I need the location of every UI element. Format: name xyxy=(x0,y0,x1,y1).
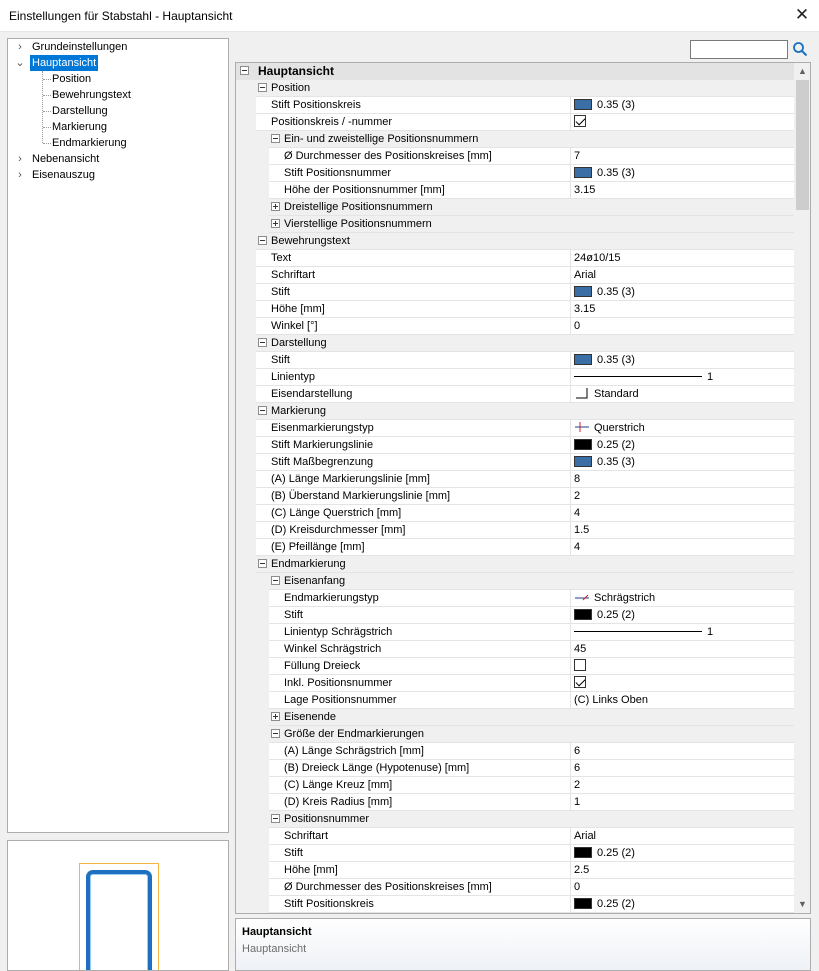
chevron-right-icon[interactable]: › xyxy=(18,153,22,165)
pen-value-text: 0.25 (2) xyxy=(597,609,635,621)
grid-gutter xyxy=(236,522,256,539)
column-separator xyxy=(570,454,571,471)
pen-color-swatch xyxy=(574,898,592,909)
property-value[interactable] xyxy=(574,437,635,454)
grid-gutter xyxy=(236,148,269,165)
column-separator xyxy=(570,386,571,403)
line-type-number: 1 xyxy=(707,626,714,638)
category-label: Eisenende xyxy=(284,711,336,723)
property-label: Inkl. Positionsnummer xyxy=(284,677,393,689)
property-label: Text xyxy=(271,252,292,264)
property-value[interactable] xyxy=(574,658,586,675)
column-separator xyxy=(570,692,571,709)
column-separator xyxy=(570,743,571,760)
property-row[interactable] xyxy=(236,539,794,556)
pen-color-swatch xyxy=(574,609,592,620)
property-label: Stift xyxy=(271,286,290,298)
settings-tree xyxy=(7,38,229,833)
grid-gutter xyxy=(236,352,256,369)
grid-gutter xyxy=(236,692,269,709)
category-dreistellige[interactable] xyxy=(236,199,794,216)
property-value[interactable]: 8 xyxy=(574,473,581,485)
property-row[interactable] xyxy=(236,148,794,165)
property-label: Winkel [°] xyxy=(271,320,318,332)
property-label: Linientyp xyxy=(271,371,316,383)
property-row[interactable] xyxy=(236,454,794,471)
grid-gutter xyxy=(236,437,256,454)
category-positionsnummer[interactable] xyxy=(236,811,794,828)
property-value[interactable] xyxy=(574,454,635,471)
property-label: Stift Positionskreis xyxy=(271,99,361,111)
grid-gutter xyxy=(236,777,269,794)
grid-gutter xyxy=(236,131,269,148)
grid-gutter xyxy=(236,284,256,301)
pen-color-swatch xyxy=(574,354,592,365)
grid-gutter xyxy=(236,505,256,522)
preview-pane xyxy=(7,840,229,971)
property-value[interactable] xyxy=(574,420,645,437)
property-label: (D) Kreis Radius [mm] xyxy=(284,796,393,808)
property-row[interactable] xyxy=(236,743,794,760)
property-label: Eisendarstellung xyxy=(271,388,353,400)
schraegstrich-icon xyxy=(574,591,590,603)
grid-gutter xyxy=(236,607,269,624)
grid-gutter xyxy=(236,845,269,862)
category-label: Endmarkierung xyxy=(271,558,346,570)
property-row[interactable] xyxy=(236,369,794,386)
property-label: Eisenmarkierungstyp xyxy=(271,422,374,434)
property-row[interactable] xyxy=(236,471,794,488)
pen-color-swatch xyxy=(574,847,592,858)
line-type-sample xyxy=(574,376,702,377)
property-label: (D) Kreisdurchmesser [mm] xyxy=(271,524,406,536)
property-row[interactable] xyxy=(236,267,794,284)
dialog-client xyxy=(0,32,819,971)
property-label: Höhe der Positionsnummer [mm] xyxy=(284,184,445,196)
column-separator xyxy=(570,471,571,488)
grid-gutter xyxy=(236,862,269,879)
grid-gutter xyxy=(236,573,269,590)
column-separator xyxy=(570,624,571,641)
property-value[interactable] xyxy=(574,896,635,913)
column-separator xyxy=(570,182,571,199)
expand-icon[interactable] xyxy=(271,712,280,721)
close-icon[interactable]: ✕ xyxy=(794,5,810,24)
grid-gutter xyxy=(236,318,256,335)
column-separator xyxy=(570,675,571,692)
grid-gutter xyxy=(236,301,256,318)
property-row[interactable] xyxy=(236,794,794,811)
property-value[interactable]: 2 xyxy=(574,779,581,791)
collapse-icon[interactable] xyxy=(258,236,267,245)
property-row[interactable] xyxy=(236,386,794,403)
value-text: Standard xyxy=(594,388,639,400)
grid-gutter xyxy=(236,590,269,607)
property-label: (E) Pfeillänge [mm] xyxy=(271,541,365,553)
property-row[interactable] xyxy=(236,675,794,692)
grid-gutter xyxy=(236,828,269,845)
scroll-down-icon[interactable]: ▼ xyxy=(798,899,807,909)
category-ein-und-zweistellige[interactable] xyxy=(236,131,794,148)
category-label: Dreistellige Positionsnummern xyxy=(284,201,433,213)
description-pane xyxy=(235,918,811,971)
property-value[interactable]: 0 xyxy=(574,320,581,332)
property-row[interactable] xyxy=(236,420,794,437)
grid-gutter xyxy=(236,709,269,726)
column-separator xyxy=(570,97,571,114)
category-label: Hauptansicht xyxy=(258,64,335,78)
property-row[interactable] xyxy=(236,862,794,879)
column-separator xyxy=(570,165,571,182)
property-row[interactable] xyxy=(236,488,794,505)
property-row[interactable] xyxy=(236,607,794,624)
property-label: (C) Länge Querstrich [mm] xyxy=(271,507,402,519)
grid-gutter xyxy=(236,488,256,505)
property-row[interactable] xyxy=(236,165,794,182)
property-label: Stift Markierungslinie xyxy=(271,439,374,451)
grid-gutter xyxy=(236,216,269,233)
title-bar xyxy=(0,0,819,32)
pen-value-text: 0.25 (2) xyxy=(597,898,635,910)
property-value[interactable]: 3.15 xyxy=(574,184,596,196)
grid-gutter xyxy=(236,556,256,573)
grid-gutter xyxy=(236,233,256,250)
property-row[interactable] xyxy=(236,505,794,522)
property-value[interactable]: 2.5 xyxy=(574,864,590,876)
category-label: Markierung xyxy=(271,405,327,417)
value-text: Schrägstrich xyxy=(594,592,656,604)
property-label: Positionskreis / -nummer xyxy=(271,116,393,128)
property-value[interactable]: 6 xyxy=(574,745,581,757)
grid-gutter xyxy=(236,539,256,556)
property-value[interactable]: 3.15 xyxy=(574,303,596,315)
pen-color-swatch xyxy=(574,456,592,467)
collapse-icon[interactable] xyxy=(271,576,280,585)
column-separator xyxy=(570,318,571,335)
property-value[interactable]: 0 xyxy=(574,881,581,893)
property-value[interactable] xyxy=(574,369,713,386)
grid-gutter xyxy=(236,267,256,284)
column-separator xyxy=(570,641,571,658)
grid-gutter xyxy=(236,386,256,403)
property-value[interactable]: 45 xyxy=(574,643,587,655)
vertical-scrollbar[interactable] xyxy=(794,63,811,913)
category-label: Bewehrungstext xyxy=(271,235,350,247)
tree-item-label: Hauptansicht xyxy=(32,57,97,69)
property-value[interactable]: Arial xyxy=(574,830,597,842)
property-row[interactable] xyxy=(236,624,794,641)
rebar-preview-icon xyxy=(86,870,152,971)
grid-gutter xyxy=(236,369,256,386)
column-separator xyxy=(570,250,571,267)
grid-gutter xyxy=(236,794,269,811)
collapse-icon[interactable] xyxy=(271,134,280,143)
property-row[interactable] xyxy=(236,352,794,369)
property-value[interactable] xyxy=(574,114,586,131)
category-endmarkierung[interactable] xyxy=(236,556,794,573)
property-value[interactable]: 2 xyxy=(574,490,581,502)
tree-item-label: Bewehrungstext xyxy=(52,89,131,101)
column-separator xyxy=(570,284,571,301)
property-value[interactable] xyxy=(574,97,635,114)
line-type-number: 1 xyxy=(707,371,714,383)
property-value[interactable] xyxy=(574,607,635,624)
column-separator xyxy=(570,794,571,811)
column-separator xyxy=(570,369,571,386)
collapse-icon[interactable] xyxy=(258,338,267,347)
property-value[interactable] xyxy=(574,675,586,692)
property-label: (B) Dreieck Länge (Hypotenuse) [mm] xyxy=(284,762,470,774)
search-input[interactable] xyxy=(690,40,788,59)
grid-gutter xyxy=(236,420,256,437)
property-value[interactable]: 1.5 xyxy=(574,524,590,536)
pen-value-text: 0.35 (3) xyxy=(597,167,635,179)
checkbox-checked[interactable] xyxy=(574,115,586,127)
column-separator xyxy=(570,352,571,369)
tree-item-label: Endmarkierung xyxy=(52,137,127,149)
category-groesse-endmarkierungen[interactable] xyxy=(236,726,794,743)
category-markierung[interactable] xyxy=(236,403,794,420)
property-row[interactable] xyxy=(236,896,794,913)
grid-gutter xyxy=(236,896,269,913)
pen-value-text: 0.25 (2) xyxy=(597,847,635,859)
property-label: Stift xyxy=(284,847,303,859)
property-row[interactable] xyxy=(236,522,794,539)
property-label: Stift Maßbegrenzung xyxy=(271,456,374,468)
property-label: Stift xyxy=(271,354,290,366)
column-separator xyxy=(570,301,571,318)
column-separator xyxy=(570,879,571,896)
column-separator xyxy=(570,420,571,437)
search-icon[interactable] xyxy=(792,41,808,57)
property-label: Stift Positionskreis xyxy=(284,898,374,910)
column-separator xyxy=(570,488,571,505)
window-title: Einstellungen für Stabstahl - Hauptansicht xyxy=(9,9,233,23)
property-label: Linientyp Schrägstrich xyxy=(284,626,393,638)
property-row[interactable] xyxy=(236,658,794,675)
collapse-icon[interactable] xyxy=(271,814,280,823)
grid-gutter xyxy=(236,624,269,641)
property-label: Stift Positionsnummer xyxy=(284,167,391,179)
tree-item-label: Markierung xyxy=(52,121,108,133)
property-row[interactable] xyxy=(236,692,794,709)
column-separator xyxy=(570,845,571,862)
collapse-icon[interactable] xyxy=(271,729,280,738)
column-separator xyxy=(570,437,571,454)
column-separator xyxy=(570,828,571,845)
category-position[interactable] xyxy=(236,80,794,97)
property-label: Ø Durchmesser des Positionskreises [mm] xyxy=(284,881,492,893)
column-separator xyxy=(570,607,571,624)
grid-gutter xyxy=(236,97,256,114)
pen-color-swatch xyxy=(574,439,592,450)
property-row[interactable] xyxy=(236,437,794,454)
grid-gutter xyxy=(236,182,269,199)
grid-gutter xyxy=(236,760,269,777)
column-separator xyxy=(570,505,571,522)
category-label: Positionsnummer xyxy=(284,813,369,825)
property-value[interactable] xyxy=(574,284,635,301)
property-value[interactable]: 4 xyxy=(574,507,581,519)
expand-icon[interactable] xyxy=(271,219,280,228)
tree-item-label: Nebenansicht xyxy=(32,153,100,165)
tree-item-label: Grundeinstellungen xyxy=(32,41,128,53)
property-label: Schriftart xyxy=(271,269,316,281)
grid-gutter xyxy=(236,403,256,420)
grid-gutter xyxy=(236,743,269,760)
collapse-icon[interactable] xyxy=(240,66,249,75)
column-separator xyxy=(570,760,571,777)
description-title: Hauptansicht xyxy=(242,926,312,938)
grid-gutter xyxy=(236,114,256,131)
property-label: Endmarkierungstyp xyxy=(284,592,379,604)
property-row[interactable] xyxy=(236,114,794,131)
property-label: Lage Positionsnummer xyxy=(284,694,397,706)
column-separator xyxy=(570,658,571,675)
property-value[interactable] xyxy=(574,352,635,369)
grid-gutter xyxy=(236,199,269,216)
property-row[interactable] xyxy=(236,760,794,777)
collapse-icon[interactable] xyxy=(258,559,267,568)
grid-gutter xyxy=(236,80,256,97)
grid-gutter xyxy=(236,335,256,352)
property-label: Ø Durchmesser des Positionskreises [mm] xyxy=(284,150,492,162)
category-label: Darstellung xyxy=(271,337,327,349)
scrollbar-thumb[interactable] xyxy=(796,80,809,210)
category-label: Eisenanfang xyxy=(284,575,346,587)
grid-gutter xyxy=(236,658,269,675)
property-row[interactable] xyxy=(236,182,794,199)
expand-icon[interactable] xyxy=(271,202,280,211)
column-separator xyxy=(570,267,571,284)
property-value[interactable] xyxy=(574,590,655,607)
property-value[interactable]: 7 xyxy=(574,150,581,162)
category-label: Vierstellige Positionsnummern xyxy=(284,218,432,230)
checkbox-checked[interactable] xyxy=(574,676,586,688)
property-label: (C) Länge Kreuz [mm] xyxy=(284,779,393,791)
column-separator xyxy=(570,896,571,913)
line-type-sample xyxy=(574,631,702,632)
column-separator xyxy=(570,590,571,607)
column-separator xyxy=(570,148,571,165)
grid-gutter xyxy=(236,641,269,658)
property-value[interactable]: 24ø10/15 xyxy=(574,252,621,264)
category-eisenanfang[interactable] xyxy=(236,573,794,590)
property-grid xyxy=(235,62,811,914)
preview-bounding-box xyxy=(79,863,159,971)
category-label: Größe der Endmarkierungen xyxy=(284,728,425,740)
grid-gutter xyxy=(236,879,269,896)
category-vierstellige[interactable] xyxy=(236,216,794,233)
rebar-standard-icon xyxy=(574,387,590,399)
property-value[interactable]: 1 xyxy=(574,796,581,808)
category-eisenende[interactable] xyxy=(236,709,794,726)
grid-gutter xyxy=(236,726,269,743)
property-row[interactable] xyxy=(236,318,794,335)
tree-connector xyxy=(42,71,43,143)
tree-item-label: Position xyxy=(52,73,92,85)
pen-value-text: 0.35 (3) xyxy=(597,354,635,366)
property-value[interactable]: (C) Links Oben xyxy=(574,694,648,706)
grid-gutter xyxy=(236,165,269,182)
category-label: Position xyxy=(271,82,311,94)
property-row[interactable] xyxy=(236,301,794,318)
collapse-icon[interactable] xyxy=(258,83,267,92)
column-separator xyxy=(570,522,571,539)
pen-color-swatch xyxy=(574,286,592,297)
chevron-right-icon[interactable]: › xyxy=(18,41,22,53)
column-separator xyxy=(570,114,571,131)
pen-value-text: 0.35 (3) xyxy=(597,99,635,111)
property-label: (A) Länge Markierungslinie [mm] xyxy=(271,473,430,485)
chevron-down-icon[interactable]: ⌄ xyxy=(15,57,25,69)
value-text: Querstrich xyxy=(594,422,645,434)
property-row[interactable] xyxy=(236,777,794,794)
property-label: (A) Länge Schrägstrich [mm] xyxy=(284,745,424,757)
pen-color-swatch xyxy=(574,167,592,178)
pen-value-text: 0.25 (2) xyxy=(597,439,635,451)
property-value[interactable] xyxy=(574,845,635,862)
chevron-right-icon[interactable]: › xyxy=(18,169,22,181)
property-row[interactable] xyxy=(236,641,794,658)
property-row[interactable] xyxy=(236,97,794,114)
column-separator xyxy=(570,777,571,794)
property-row[interactable] xyxy=(236,828,794,845)
property-value[interactable]: Arial xyxy=(574,269,597,281)
pen-value-text: 0.35 (3) xyxy=(597,286,635,298)
property-label: Schriftart xyxy=(284,830,329,842)
grid-gutter xyxy=(236,811,269,828)
property-label: Winkel Schrägstrich xyxy=(284,643,382,655)
property-row[interactable] xyxy=(236,879,794,896)
property-value[interactable] xyxy=(574,386,639,403)
column-separator xyxy=(570,539,571,556)
querstrich-icon xyxy=(574,421,590,433)
property-row[interactable] xyxy=(236,250,794,267)
property-label: Stift xyxy=(284,609,303,621)
property-row[interactable] xyxy=(236,284,794,301)
description-text: Hauptansicht xyxy=(242,943,307,955)
property-value[interactable]: 6 xyxy=(574,762,581,774)
property-label: Höhe [mm] xyxy=(284,864,338,876)
category-label: Ein- und zweistellige Positionsnummern xyxy=(284,133,479,145)
grid-gutter xyxy=(236,454,256,471)
property-value[interactable]: 4 xyxy=(574,541,581,553)
scroll-up-icon[interactable]: ▲ xyxy=(798,66,807,76)
collapse-icon[interactable] xyxy=(258,406,267,415)
property-label: Höhe [mm] xyxy=(271,303,325,315)
tree-item-label: Darstellung xyxy=(52,105,108,117)
property-label: Füllung Dreieck xyxy=(284,660,361,672)
grid-gutter xyxy=(236,471,256,488)
pen-value-text: 0.35 (3) xyxy=(597,456,635,468)
category-bewehrungstext[interactable] xyxy=(236,233,794,250)
category-darstellung[interactable] xyxy=(236,335,794,352)
pen-color-swatch xyxy=(574,99,592,110)
property-label: (B) Überstand Markierungslinie [mm] xyxy=(271,490,451,502)
column-separator xyxy=(570,862,571,879)
property-row[interactable] xyxy=(236,845,794,862)
property-value[interactable] xyxy=(574,624,713,641)
grid-gutter xyxy=(236,675,269,692)
category-hauptansicht[interactable] xyxy=(236,63,794,80)
property-value[interactable] xyxy=(574,165,635,182)
grid-gutter xyxy=(236,250,256,267)
checkbox-unchecked[interactable] xyxy=(574,659,586,671)
tree-item-label: Eisenauszug xyxy=(32,169,95,181)
property-row[interactable] xyxy=(236,590,794,607)
